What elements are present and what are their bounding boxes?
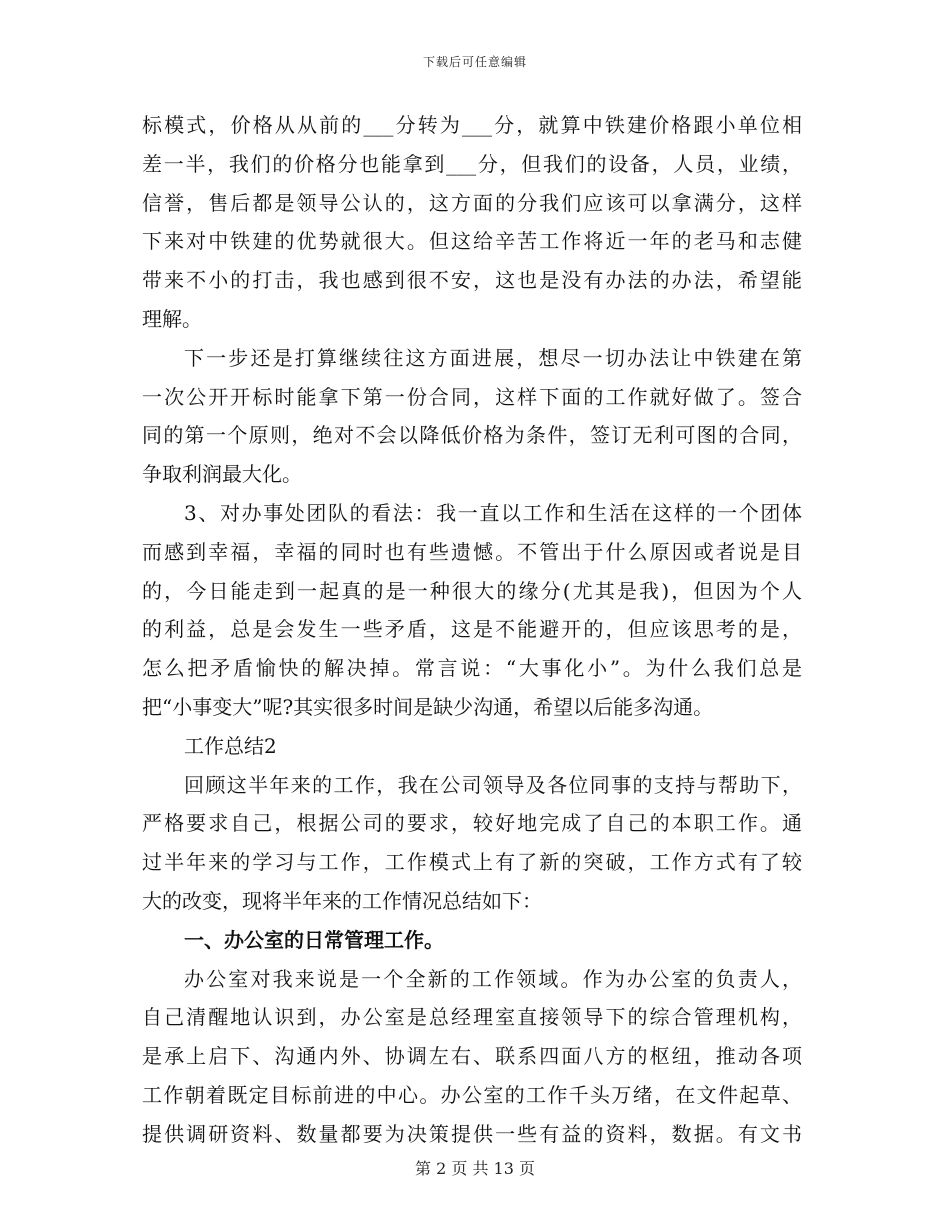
text-line: 怎么把矛盾愉快的解决掉。常言说：“大事化小”。为什么我们总是 — [142, 656, 802, 681]
text-line: 的，今日能走到一起真的是一种很大的缘分(尤其是我)，但因为个人 — [142, 578, 802, 603]
text-line: 大的改变，现将半年来的工作情况总结如下： — [142, 888, 542, 913]
text-line: 工作朝着既定目标前进的中心。办公室的工作千头万绪，在文件起草、 — [142, 1082, 802, 1107]
text-line: 过半年来的学习与工作，工作模式上有了新的突破，工作方式有了较 — [142, 850, 802, 875]
text-line: 下一步还是打算继续往这方面进展，想尽一切办法让中铁建在第 — [184, 345, 802, 370]
text-line: 差一半，我们的价格分也能拿到___分，但我们的设备，人员，业绩， — [142, 151, 802, 176]
text-line: 下来对中铁建的优势就很大。但这给辛苦工作将近一年的老马和志健 — [142, 229, 802, 254]
text-line: 把“小事变大”呢?其实很多时间是缺少沟通，希望以后能多沟通。 — [142, 694, 714, 719]
text-line: 带来不小的打击，我也感到很不安，这也是没有办法的办法，希望能 — [142, 268, 802, 293]
document-body — [142, 106, 802, 1154]
text-line: 一次公开开标时能拿下第一份合同，这样下面的工作就好做了。签合 — [142, 384, 802, 409]
text-line: 理解。 — [142, 306, 202, 331]
section-title: 工作总结2 — [184, 733, 277, 758]
text-line: 标模式，价格从从前的___分转为___分，就算中铁建价格跟小单位相 — [142, 113, 802, 137]
text-line: 同的第一个原则，绝对不会以降低价格为条件，签订无利可图的合同， — [142, 423, 802, 448]
text-line: 提供调研资料、数量都要为决策提供一些有益的资料，数据。有文书 — [142, 1121, 802, 1146]
page-header: 下载后可任意编辑 — [422, 55, 527, 69]
page-footer: 第 2 页 共 13 页 — [415, 1159, 535, 1178]
text-line: 争取利润最大化。 — [142, 462, 302, 487]
text-line: 是承上启下、沟通内外、协调左右、联系四面八方的枢纽，推动各项 — [142, 1044, 802, 1069]
text-line: 自己清醒地认识到，办公室是总经理室直接领导下的综合管理机构， — [142, 1005, 802, 1030]
text-line: 严格要求自己，根据公司的要求，较好地完成了自己的本职工作。通 — [142, 811, 802, 836]
section-heading: 一、办公室的日常管理工作。 — [184, 927, 444, 952]
text-line: 信誉，售后都是领导公认的，这方面的分我们应该可以拿满分，这样 — [142, 190, 802, 215]
text-line: 的利益，总是会发生一些矛盾，这是不能避开的，但应该思考的是， — [142, 617, 802, 642]
text-line: 回顾这半年来的工作，我在公司领导及各位同事的支持与帮助下， — [184, 772, 802, 797]
text-line: 办公室对我来说是一个全新的工作领域。作为办公室的负责人， — [184, 966, 802, 991]
text-line: 而感到幸福，幸福的同时也有些遗憾。不管出于什么原因或者说是目 — [142, 539, 802, 564]
text-line: 3、对办事处团队的看法：我一直以工作和生活在这样的一个团体 — [184, 500, 802, 525]
